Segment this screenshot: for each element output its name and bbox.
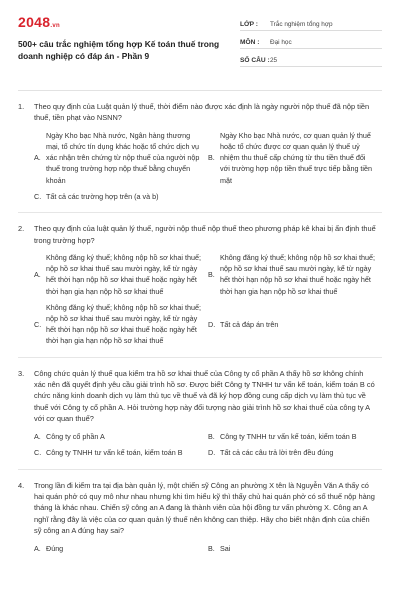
question-2 [18, 223, 382, 346]
question-header [18, 101, 382, 124]
question-number: 3. [18, 368, 25, 378]
answer-option-d[interactable] [208, 447, 382, 458]
answer-option-d[interactable] [208, 302, 382, 347]
document-header [18, 14, 382, 84]
question-header [18, 368, 382, 425]
answer-option-a[interactable] [34, 252, 208, 297]
document-title: 500+ câu trắc nghiệm tổng hợp Kế toán thuế trong doanh nghiệp có đáp án - Phần 9 [18, 39, 220, 61]
option-letter: D. [208, 448, 216, 458]
option-text: Tất cả các trường hợp trên (a và b) [46, 191, 159, 201]
answer-option-c[interactable] [34, 447, 208, 458]
option-letter: B. [208, 153, 215, 163]
question-divider [18, 357, 382, 358]
option-letter: A. [34, 543, 41, 553]
meta-count-value: 25 [270, 57, 278, 64]
meta-subject-row [240, 34, 382, 49]
meta-class-row [240, 16, 382, 31]
logo-main: 2048 [18, 14, 51, 30]
header-left [18, 14, 233, 84]
meta-subject-label: MÔN : [240, 39, 260, 46]
document-meta [240, 14, 382, 84]
question-1 [18, 101, 382, 202]
option-text: Sai [220, 543, 231, 553]
answer-option-a[interactable] [34, 130, 208, 186]
meta-class-label: LỚP : [240, 21, 258, 28]
question-text: Theo quy định của luật quản lý thuế, người nộp thuế nộp thuế theo phương pháp kê khai bị ấn định thuế trong trường hợp? [34, 224, 376, 245]
question-header [18, 480, 382, 537]
meta-class-value: Trắc nghiệm tổng hợp [270, 21, 333, 28]
question-list [18, 101, 382, 554]
option-letter: C. [34, 448, 42, 458]
answer-options [18, 252, 382, 347]
question-number: 4. [18, 480, 25, 490]
question-text: Theo quy định của Luật quản lý thuế, thời điểm nào được xác định là ngày người nộp thuế đã nộp tiền thuế, tiền phạt vào NSNN? [34, 102, 370, 123]
answer-options [18, 431, 382, 459]
question-header [18, 223, 382, 246]
option-text: Ngày Kho bạc Nhà nước, Ngân hàng thương mại, tổ chức tín dụng khác hoặc tổ chức dịch vụ xác nhận trên chứng từ nộp thuế của người nộp thuế trong trường hợp nộp thuế bằng chuyển khoản [46, 130, 200, 185]
answer-option-b[interactable] [208, 431, 382, 442]
option-text: Tất cả đáp án trên [220, 319, 279, 329]
option-letter: D. [208, 319, 216, 329]
answer-option-b[interactable] [208, 252, 382, 297]
option-letter: A. [34, 269, 41, 279]
answer-option-c[interactable] [34, 191, 382, 202]
header-divider [18, 90, 382, 91]
option-text: Công ty TNHH tư vấn kế toán, kiểm toán B [46, 448, 183, 458]
answer-option-b[interactable] [208, 543, 382, 554]
option-text: Không đăng ký thuế; không nộp hồ sơ khai thuế; nộp hồ sơ khai thuế sau mười ngày, kể từ ngày hết thời hạn nộp hồ sơ khai thuế hoặc ngày hết thời hạn gia hạn nộp hồ sơ khai thuế [46, 253, 201, 296]
question-text: Công chức quản lý thuế qua kiểm tra hồ sơ khai thuế của Công ty cổ phần A thấy hồ sơ không chính xác nên đã quyết định yêu cầu giải trình hồ sơ. Được biết Công ty TNHH tư vấn kế toán, kiểm toán B có chức năng kinh doanh dịch vụ làm thủ tục về thuế và đã ký hợp đồng cung cấp dịch vụ làm thủ tục về thuế với Công ty cổ phần A. Hỏi trường hợp này đối tượng nào giải trình hồ sơ khai thuế của công ty A với cơ quan thuế? [34, 368, 375, 424]
answer-option-c[interactable] [34, 302, 208, 347]
answer-options [18, 130, 382, 202]
option-text: Công ty cổ phần A [46, 431, 105, 441]
meta-count-label: SỐ CÂU : [240, 57, 270, 64]
question-number: 2. [18, 224, 25, 234]
option-text: Đúng [46, 543, 64, 553]
question-4 [18, 480, 382, 554]
option-text: Không đăng ký thuế; không nộp hồ sơ khai thuế; nộp hồ sơ khai thuế sau mười ngày, kể từ ngày hết thời hạn nộp hồ sơ khai thuế hoặc ngày hết thời hạn gia hạn nộp hồ sơ khai thuế [46, 302, 201, 346]
option-text: Tất cả các câu trả lời trên đều đúng [220, 448, 334, 458]
option-letter: B. [208, 431, 215, 441]
meta-subject-value: Đại học [270, 39, 292, 46]
option-text: Ngày Kho bạc Nhà nước, cơ quan quản lý thuế hoặc tổ chức được cơ quan quản lý thuế uỷ nhiệm thu thuế cấp chứng từ thu tiền thuế đối với trường hợp nộp tiền thuế trực tiếp bằng tiền mặt [220, 130, 373, 185]
question-divider [18, 212, 382, 213]
question-divider [18, 469, 382, 470]
answer-option-b[interactable] [208, 130, 382, 186]
option-letter: B. [208, 543, 215, 553]
option-letter: B. [208, 269, 215, 279]
question-number: 1. [18, 102, 25, 111]
option-letter: A. [34, 431, 41, 441]
answer-option-a[interactable] [34, 543, 208, 554]
option-text: Không đăng ký thuế; không nộp hồ sơ khai thuế; nộp hồ sơ khai thuế sau mười ngày, kể từ ngày hết thời hạn nộp hồ sơ khai thuế hoặc ngày hết thời hạn gia hạn nộp hồ sơ khai thuế [220, 253, 375, 296]
option-letter: A. [34, 153, 41, 163]
option-text: Công ty TNHH tư vấn kế toán, kiểm toán B [220, 431, 357, 441]
meta-count-row [240, 52, 382, 67]
answer-option-a[interactable] [34, 431, 208, 442]
option-letter: C. [34, 191, 42, 201]
site-logo[interactable] [18, 14, 233, 34]
option-letter: C. [34, 319, 42, 329]
answer-options [18, 543, 382, 554]
logo-suffix: .vn [50, 23, 60, 29]
question-3 [18, 368, 382, 459]
question-text: Trong lần đi kiểm tra tại địa bàn quản lý, một chiến sỹ Công an phường X tên là Nguyễn Văn A thấy có hai quán phở có quy mô như nhau nhưng khi tìm hiểu kỹ thì thấy chủ hai quán phở có số thuế nộp hàng tháng là khác nhau. Chiến sỹ công an A đang là thành viên của hội đồng tư vấn phường X. Công an A nghĩ rằng đây là việc của cơ quan quản lý thuế nên không can thiệp. Hãy cho biết nhận định của chiến sỹ công an A đúng hay sai? [34, 480, 375, 536]
